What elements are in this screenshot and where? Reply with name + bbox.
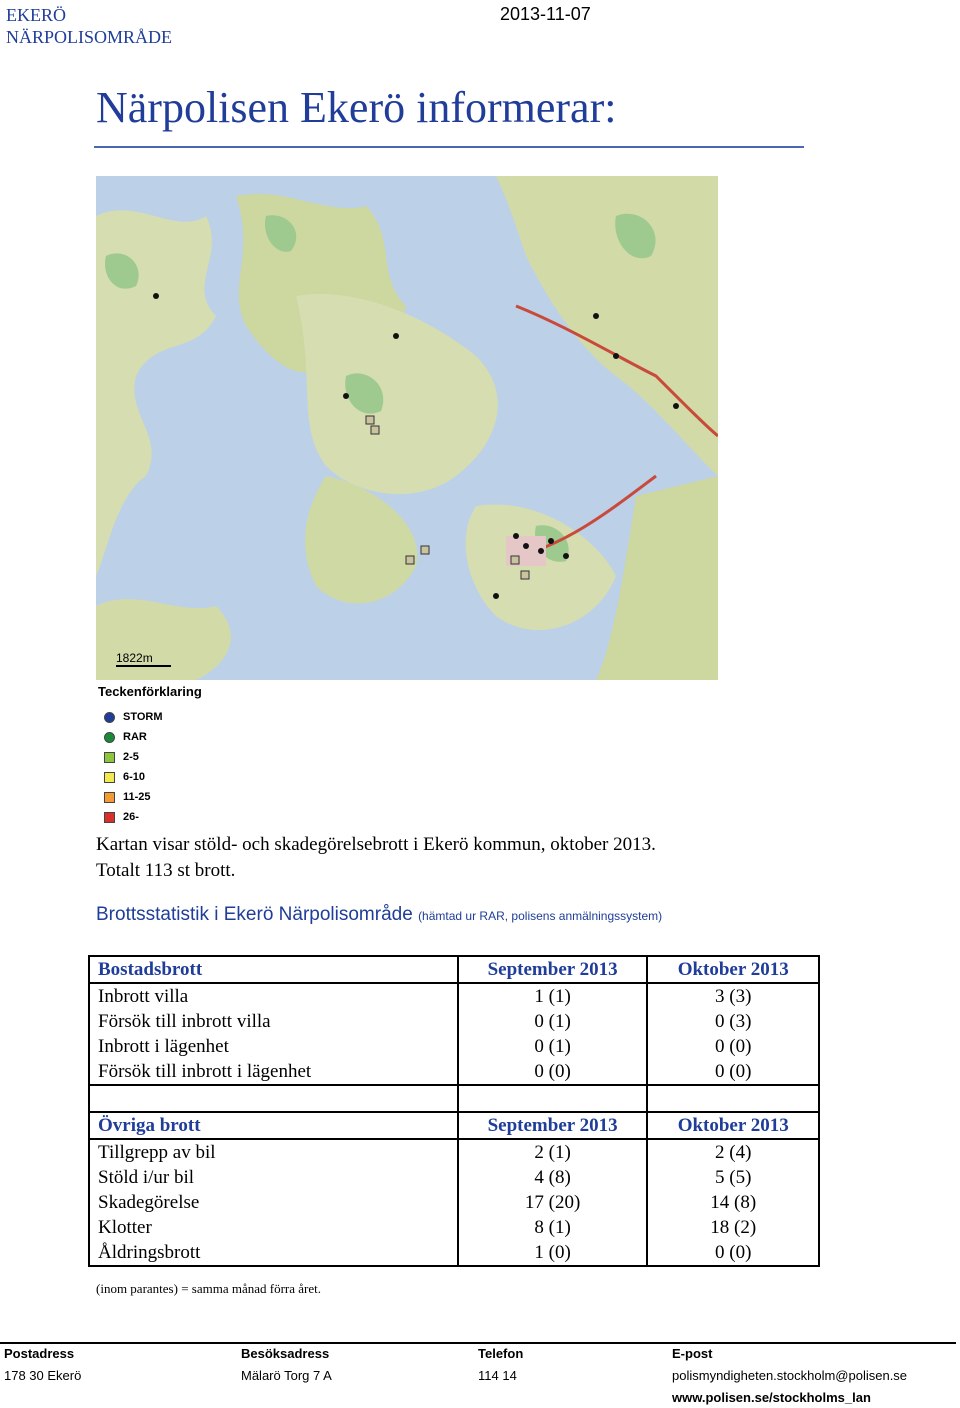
table-row bbox=[89, 1190, 819, 1215]
legend-label: 26- bbox=[123, 811, 139, 823]
table-cell-value: 0 (0) bbox=[647, 1034, 819, 1059]
table-header-row bbox=[89, 956, 819, 983]
table-cell-label: Tillgrepp av bil bbox=[89, 1139, 458, 1165]
legend-items bbox=[96, 707, 346, 827]
crime-map bbox=[96, 176, 718, 680]
legend-label: RAR bbox=[123, 731, 147, 743]
legend-swatch bbox=[104, 792, 115, 803]
document-date: 2013-11-07 bbox=[500, 4, 591, 24]
table-cell-value: 1 (0) bbox=[458, 1240, 648, 1266]
table-row bbox=[89, 1139, 819, 1165]
table-row bbox=[89, 1009, 819, 1034]
legend-title: Teckenförklaring bbox=[98, 684, 202, 699]
legend-item bbox=[96, 747, 346, 767]
crime-stats-table bbox=[88, 955, 820, 1267]
page-title: Närpolisen Ekerö informerar: bbox=[96, 83, 617, 132]
table-cell-label bbox=[89, 1085, 458, 1112]
footer-telefon-label: Telefon bbox=[478, 1346, 524, 1361]
caption-line1: Kartan visar stöld- och skadegörelsebrott i Ekerö kommun, oktober 2013. bbox=[96, 834, 656, 855]
table-cell-value: 2 (1) bbox=[458, 1139, 648, 1165]
table-cell-value: 0 (3) bbox=[647, 1009, 819, 1034]
map-scale-label: 1822m bbox=[116, 651, 153, 665]
footer-postadress-label: Postadress bbox=[4, 1346, 75, 1361]
table-cell-value: 18 (2) bbox=[647, 1215, 819, 1240]
brand bbox=[6, 4, 172, 48]
footer-postadress bbox=[4, 1346, 81, 1386]
table-cell-value: 5 (5) bbox=[647, 1165, 819, 1190]
brand-line1: EKERÖ bbox=[6, 5, 66, 25]
table-spacer-row bbox=[89, 1085, 819, 1112]
legend-label: 6-10 bbox=[123, 771, 146, 783]
map-graphic bbox=[96, 176, 718, 680]
footer-telefon-value: 114 14 bbox=[478, 1368, 517, 1383]
footer-epost-label: E-post bbox=[672, 1346, 713, 1361]
table-cell-value: 0 (0) bbox=[647, 1240, 819, 1266]
legend-item bbox=[96, 787, 346, 807]
table-cell-label: Åldringsbrott bbox=[89, 1240, 458, 1266]
legend-label: 11-25 bbox=[123, 791, 151, 803]
table-row bbox=[89, 1165, 819, 1190]
table-cell-label: Övriga brott bbox=[89, 1112, 458, 1139]
footer-epost bbox=[672, 1346, 907, 1408]
footer-telefon bbox=[478, 1346, 523, 1386]
legend-label: STORM bbox=[123, 711, 163, 723]
table-row bbox=[89, 983, 819, 1009]
stats-heading-note: (hämtad ur RAR, polisens anmälningssystem) bbox=[418, 909, 663, 923]
table-cell-value: Oktober 2013 bbox=[647, 956, 819, 983]
table-cell-value bbox=[458, 1085, 648, 1112]
table-cell-value: 2 (4) bbox=[647, 1139, 819, 1165]
table-cell-value: September 2013 bbox=[458, 1112, 648, 1139]
table-cell-label: Inbrott i lägenhet bbox=[89, 1034, 458, 1059]
footer-web-link[interactable]: www.polisen.se/stockholms_lan bbox=[672, 1390, 871, 1405]
table-cell-value: 1 (1) bbox=[458, 983, 648, 1009]
title-underline bbox=[94, 146, 804, 148]
footer-postadress-value: 178 30 Ekerö bbox=[4, 1368, 82, 1383]
legend-swatch bbox=[104, 712, 115, 723]
legend-swatch bbox=[104, 772, 115, 783]
stats-note: (inom parantes) = samma månad förra året. bbox=[96, 1281, 321, 1296]
footer-besoksadress-label: Besöksadress bbox=[241, 1346, 330, 1361]
brand-line2: NÄRPOLISOMRÅDE bbox=[6, 27, 173, 47]
map-legend bbox=[96, 684, 346, 824]
table-row bbox=[89, 1059, 819, 1085]
table-cell-value: 4 (8) bbox=[458, 1165, 648, 1190]
legend-label: 2-5 bbox=[123, 751, 139, 763]
table-cell-label: Bostadsbrott bbox=[89, 956, 458, 983]
legend-swatch bbox=[104, 812, 115, 823]
legend-swatch bbox=[104, 752, 115, 763]
footer-besoksadress-value: Mälarö Torg 7 A bbox=[241, 1368, 332, 1383]
footer-epost-value[interactable]: polismyndigheten.stockholm@polisen.se bbox=[672, 1368, 908, 1383]
table-cell-value: 3 (3) bbox=[647, 983, 819, 1009]
table-cell-value: September 2013 bbox=[458, 956, 648, 983]
table-cell-label: Klotter bbox=[89, 1215, 458, 1240]
legend-item bbox=[96, 807, 346, 827]
legend-item bbox=[96, 707, 346, 727]
footer-besoksadress bbox=[241, 1346, 332, 1386]
legend-item bbox=[96, 727, 346, 747]
table-cell-value: 0 (1) bbox=[458, 1009, 648, 1034]
legend-item bbox=[96, 767, 346, 787]
table-cell-label: Försök till inbrott villa bbox=[89, 1009, 458, 1034]
table-row bbox=[89, 1215, 819, 1240]
table-header-row bbox=[89, 1112, 819, 1139]
caption-line2: Totalt 113 st brott. bbox=[96, 860, 236, 881]
table-cell-label: Skadegörelse bbox=[89, 1190, 458, 1215]
table-row bbox=[89, 1034, 819, 1059]
map-caption bbox=[96, 832, 656, 884]
table-row bbox=[89, 1240, 819, 1266]
table-cell-value: 0 (1) bbox=[458, 1034, 648, 1059]
stats-heading bbox=[96, 904, 662, 926]
table-cell-label: Stöld i/ur bil bbox=[89, 1165, 458, 1190]
table-cell-label: Inbrott villa bbox=[89, 983, 458, 1009]
table-cell-value: Oktober 2013 bbox=[647, 1112, 819, 1139]
legend-swatch bbox=[104, 732, 115, 743]
table-cell-value: 0 (0) bbox=[458, 1059, 648, 1085]
table-cell-value: 14 (8) bbox=[647, 1190, 819, 1215]
table-cell-value: 8 (1) bbox=[458, 1215, 648, 1240]
stats-heading-text: Brottsstatistik i Ekerö Närpolisområde bbox=[96, 904, 413, 925]
table-cell-value: 0 (0) bbox=[647, 1059, 819, 1085]
footer-divider bbox=[0, 1342, 956, 1344]
table-cell-value bbox=[647, 1085, 819, 1112]
table-cell-label: Försök till inbrott i lägenhet bbox=[89, 1059, 458, 1085]
table-cell-value: 17 (20) bbox=[458, 1190, 648, 1215]
